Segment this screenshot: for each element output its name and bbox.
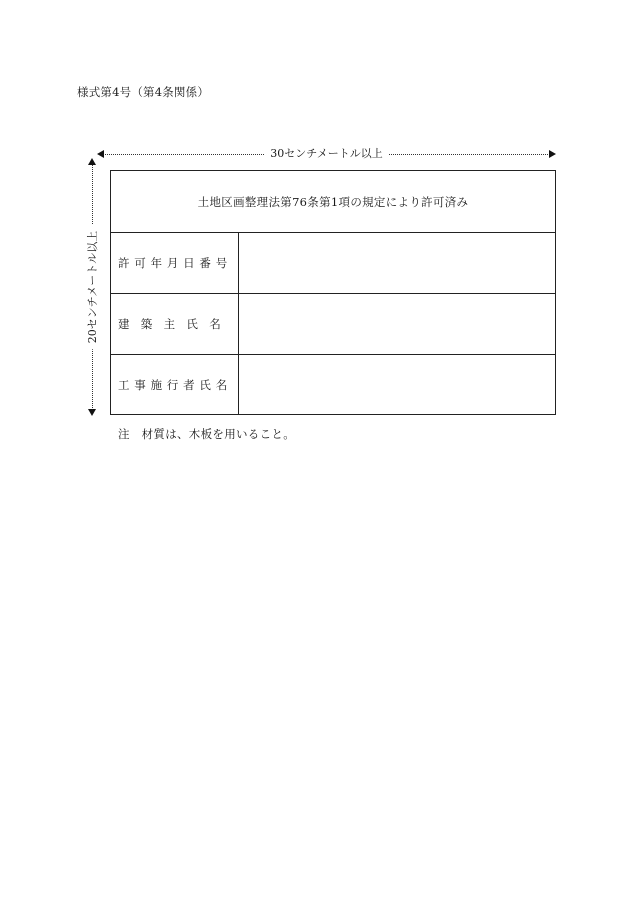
row-header bbox=[111, 354, 239, 415]
owner-value-cell bbox=[239, 293, 555, 354]
arrow-right-icon bbox=[549, 150, 556, 158]
arrow-down-icon bbox=[88, 409, 96, 416]
table-row-contractor bbox=[111, 354, 555, 415]
height-dimension-label: 20センチメートル以上 bbox=[86, 225, 100, 350]
width-dimension bbox=[97, 148, 556, 162]
table-row-owner bbox=[111, 293, 555, 355]
arrow-left-icon bbox=[97, 150, 104, 158]
row-header bbox=[111, 232, 239, 293]
contractor-value-cell bbox=[239, 354, 555, 415]
row-header bbox=[111, 293, 239, 354]
permit-value-cell bbox=[239, 232, 555, 293]
form-number-label: 様式第4号（第4条関係） bbox=[77, 85, 210, 99]
row-label-contractor: 工 事 施 行 者 氏 名 bbox=[118, 377, 228, 392]
width-dimension-label: 30センチメートル以上 bbox=[264, 147, 389, 161]
sign-title: 土地区画整理法第76条第1項の規定により許可済み bbox=[111, 171, 555, 233]
row-label-owner: 建 築 主 氏 名 bbox=[118, 316, 221, 331]
material-note: 注 材質は、木板を用いること。 bbox=[118, 427, 295, 441]
height-dimension bbox=[86, 158, 100, 416]
table-row-permit bbox=[111, 232, 555, 294]
row-label-permit: 許 可 年 月 日 番 号 bbox=[118, 255, 228, 270]
arrow-up-icon bbox=[88, 158, 96, 165]
sign-table bbox=[110, 170, 556, 415]
